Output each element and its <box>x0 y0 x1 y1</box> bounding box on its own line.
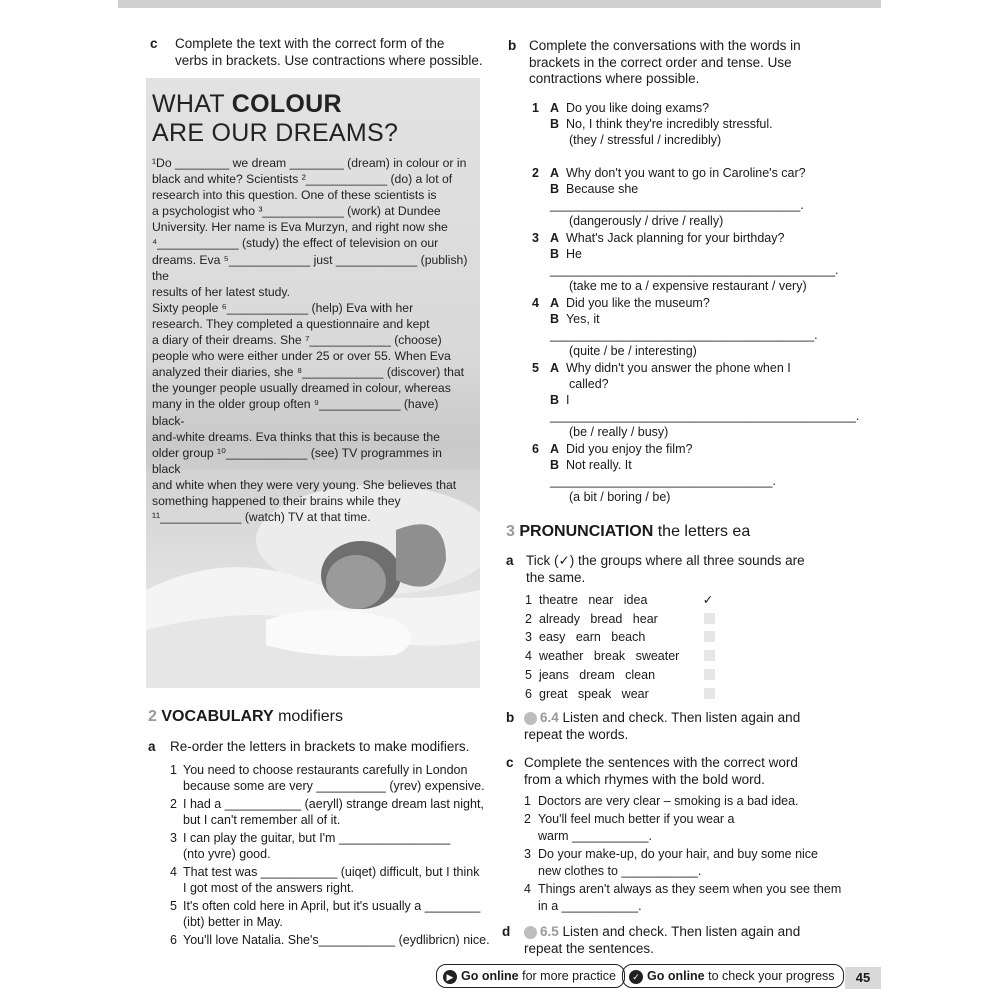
top-bar <box>118 0 881 8</box>
list-item: 1 You need to choose restaurants carefully in London because some are very __________ (yrev) expensive. <box>170 763 485 793</box>
vocab-heading: 2 VOCABULARY modifiers <box>148 708 344 725</box>
audio-icon[interactable] <box>524 926 537 939</box>
tick-box[interactable] <box>704 650 715 661</box>
page-number: 45 <box>845 967 881 989</box>
tick-box[interactable] <box>704 613 715 624</box>
list-item: 1 theatre near idea ✓ <box>525 591 715 610</box>
list-item: 3 Do your make-up, do your hair, and buy some nice new clothes to ___________. <box>524 846 819 878</box>
conversation-3: 3 A What's Jack planning for your birthday? B He _________________________________________. (take me to a / expensive restaurant / very) <box>532 231 839 293</box>
vocab-a-letter: a <box>148 739 156 754</box>
section-c-letter: c <box>150 36 158 51</box>
list-item: 4 weather break sweater <box>525 647 715 666</box>
tick-box[interactable] <box>704 669 715 680</box>
go-online-progress-button[interactable]: ✓ Go online to check your progress <box>622 964 844 988</box>
pron-c-letter: c <box>506 755 514 770</box>
go-online-practice-button[interactable]: ▶ Go online for more practice <box>436 964 625 988</box>
section-b-instruction: Complete the conversations with the words in brackets in the correct order and tense. Use contractions where possible. <box>529 38 801 86</box>
list-item: 4 Things aren't always as they seem when you see them in a ___________. <box>524 881 842 913</box>
pron-a-instruction: Tick (✓) the groups where all three sounds are the same. <box>526 553 805 585</box>
article-body: ¹Do ________ we dream ________ (dream) in colour or in black and white? Scientists ²____________ (do) a lot of research into this question. One of these scientists is a psychologist who ³____________ (work) at Dundee University. Her name is Eva Murzyn, and right now she ⁴____________ (study) the effect of television on our dreams. Eva ⁵____________ just ____________ (publish) the results of her latest study. Sixty people ⁶____________ (help) Eva with her research. They completed a questionnaire and kept a diary of their dreams. She ⁷____________ (choose) people who were either under 25 or over 55. When Eva analyzed their diaries, she ⁸____________ (discover) that the younger people usually dreamed in colour, whereas many in the older group often ⁹____________ (have) black- and-white dreams. Eva thinks that this is because the older group ¹⁰____________ (see) TV programmes in black and white when they were very young. She believes that something happened to their brains while they ¹¹____________ (watch) TV at that time. <box>152 156 468 525</box>
tick-box[interactable] <box>704 688 715 699</box>
pron-c-list <box>524 793 844 916</box>
audio-icon[interactable] <box>524 712 537 725</box>
list-item: 3 I can play the guitar, but I'm ________________ (nto yvre) good. <box>170 831 451 861</box>
list-item: 6 great speak wear <box>525 685 715 704</box>
list-item: 4 That test was ___________ (uiqet) difficult, but I think I got most of the answers right. <box>170 865 480 895</box>
list-item: 5 It's often cold here in April, but it's usually a ________ (ibt) better in May. <box>170 899 481 929</box>
pron-d-instruction: 6.5 Listen and check. Then listen again and repeat the sentences. <box>524 924 801 956</box>
conversation-5: 5 A Why didn't you answer the phone when I called? B I ____________________________________________. (be / really / busy) <box>532 361 860 439</box>
section-b-letter: b <box>508 38 517 53</box>
pron-d-letter: d <box>502 924 511 939</box>
conversation-6: 6 A Did you enjoy the film? B Not really. It ________________________________. (a bit / boring / be) <box>532 442 776 504</box>
sound-groups <box>525 591 715 703</box>
tick-box[interactable] <box>704 631 715 642</box>
list-item: 2 already bread hear <box>525 610 715 629</box>
article-title: WHAT COLOUR ARE OUR DREAMS? <box>152 90 399 147</box>
pron-b-letter: b <box>506 710 515 725</box>
list-item: 1 Doctors are very clear – smoking is a bad idea. <box>524 794 799 808</box>
conversation-4: 4 A Did you like the museum? B Yes, it ______________________________________. (quite / be / interesting) <box>532 296 818 358</box>
conversation-list <box>532 100 860 504</box>
vocab-list <box>170 762 490 950</box>
pronunciation-heading: 3 PRONUNCIATION the letters ea <box>506 523 751 540</box>
pron-b-instruction: 6.4 Listen and check. Then listen again and repeat the words. <box>524 710 801 742</box>
pron-a-letter: a <box>506 553 514 568</box>
play-icon: ▶ <box>443 970 457 984</box>
pron-c-instruction: Complete the sentences with the correct word from a which rhymes with the bold word. <box>524 755 798 787</box>
list-item: 2 I had a ___________ (aeryll) strange dream last night, but I can't remember all of it. <box>170 797 484 827</box>
list-item: 5 jeans dream clean <box>525 666 715 685</box>
conversation-1: 1 A Do you like doing exams? B No, I think they're incredibly stressful. (they / stressful / incredibly) <box>532 101 773 147</box>
list-item: 3 easy earn beach <box>525 628 715 647</box>
list-item: 6 You'll love Natalia. She's___________ (eydlibricn) nice. <box>170 933 490 947</box>
tick-box[interactable]: ✓ <box>702 593 714 607</box>
conversation-2: 2 A Why don't you want to go in Caroline's car? B Because she ____________________________________. (dangerously / drive / really) <box>532 166 806 228</box>
section-c-instruction: Complete the text with the correct form of the verbs in brackets. Use contractions where possible. <box>175 36 483 68</box>
list-item: 2 You'll feel much better if you wear a warm ___________. <box>524 811 735 843</box>
check-icon: ✓ <box>629 970 643 984</box>
vocab-a-instruction: Re-order the letters in brackets to make modifiers. <box>170 739 470 754</box>
